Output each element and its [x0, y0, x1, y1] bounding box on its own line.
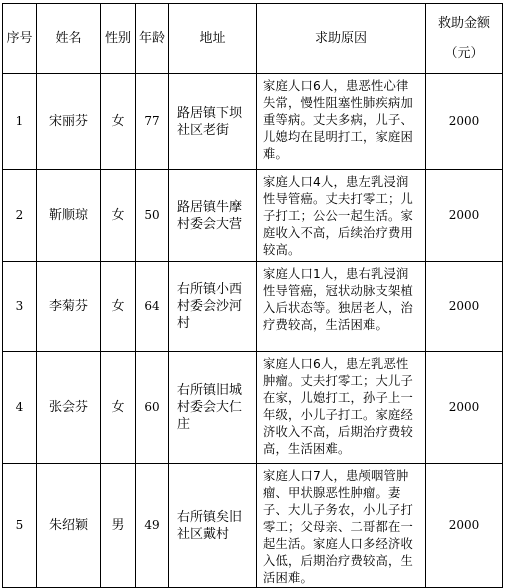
row-age: 77: [136, 74, 169, 170]
row-reason: 家庭人口1人，患右乳浸润性导管癌，冠状动脉支架植入后状态等。独居老人，治疗费较高，生活困难。: [257, 262, 426, 352]
header-name: 姓名: [37, 4, 101, 74]
header-address: 地址: [169, 4, 257, 74]
table-row: [3, 464, 503, 588]
row-age: 50: [136, 170, 169, 262]
row-amount: 2000: [426, 352, 503, 464]
row-index: 3: [3, 262, 37, 352]
row-amount: 2000: [426, 74, 503, 170]
row-reason: 家庭人口4人，患左乳浸润性导管癌。丈夫打零工；儿子打工；公公一起生活。家庭收入不高，后续治疗费用较高。: [257, 170, 426, 262]
row-reason: 家庭人口6人，患恶性心律失常，慢性阻塞性肺疾病加重等病。丈夫多病，儿子、儿媳均在昆明打工，家庭困难。: [257, 74, 426, 170]
row-gender: 男: [101, 464, 136, 588]
row-gender: 女: [101, 352, 136, 464]
header-amount: [426, 4, 503, 74]
header-amount-label: 救助金额: [437, 15, 490, 31]
row-amount: 2000: [426, 262, 503, 352]
row-name: 宋丽芬: [37, 74, 101, 170]
row-gender: 女: [101, 74, 136, 170]
row-age: 64: [136, 262, 169, 352]
row-age: 60: [136, 352, 169, 464]
row-index: 2: [3, 170, 37, 262]
row-index: 5: [3, 464, 37, 588]
table-row: [3, 170, 503, 262]
table-row: [3, 262, 503, 352]
row-amount: 2000: [426, 170, 503, 262]
row-amount: 2000: [426, 464, 503, 588]
row-address: 路居镇牛摩村委会大营: [169, 170, 257, 262]
row-address: 路居镇下坝社区老街: [169, 74, 257, 170]
header-age: 年龄: [136, 4, 169, 74]
row-name: 靳顺琼: [37, 170, 101, 262]
header-gender: 性别: [101, 4, 136, 74]
row-address: 右所镇矣旧社区戴村: [169, 464, 257, 588]
header-row: [3, 4, 503, 74]
row-address: 右所镇旧城村委会大仁庄: [169, 352, 257, 464]
header-index: 序号: [3, 4, 37, 74]
row-reason: 家庭人口7人，患颅咽管肿瘤、甲状腺恶性肿瘤。妻子、大儿子务农，小儿子打零工；父母亲、二哥都在一起生活。家庭人口多经济收入低，后期治疗费较高，生活困难。: [257, 464, 426, 588]
row-name: 朱绍颖: [37, 464, 101, 588]
row-gender: 女: [101, 170, 136, 262]
aid-table: [2, 3, 503, 588]
row-name: 李菊芬: [37, 262, 101, 352]
row-address: 右所镇小西村委会沙河村: [169, 262, 257, 352]
header-amount-unit: （元）: [444, 45, 484, 61]
header-reason: 求助原因: [257, 4, 426, 74]
row-index: 1: [3, 74, 37, 170]
row-index: 4: [3, 352, 37, 464]
table-row: [3, 74, 503, 170]
row-reason: 家庭人口6人，患左乳恶性肿瘤。丈夫打零工；大儿子在家，儿媳打工，孙子上一年级，小儿子打工。家庭经济收入不高，后期治疗费较高，生活困难。: [257, 352, 426, 464]
row-age: 49: [136, 464, 169, 588]
table-row: [3, 352, 503, 464]
row-name: 张会芬: [37, 352, 101, 464]
row-gender: 女: [101, 262, 136, 352]
